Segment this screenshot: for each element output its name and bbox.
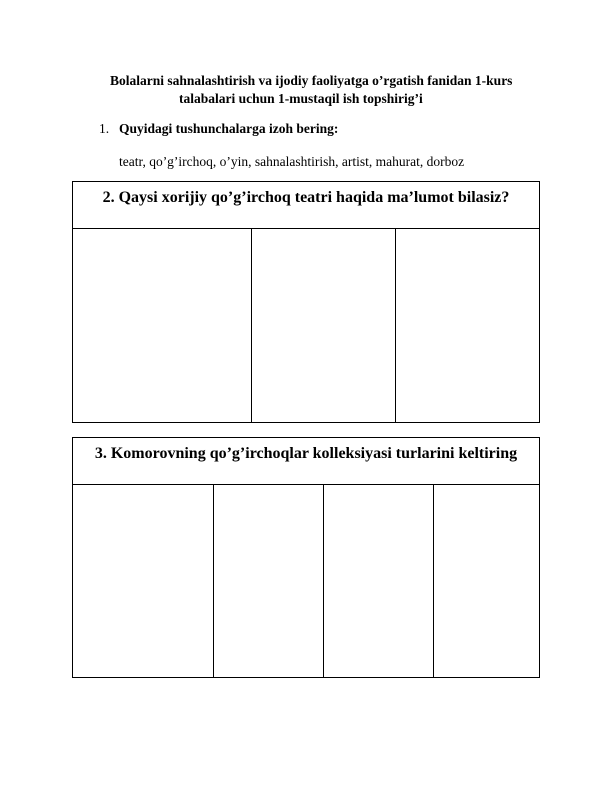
question-2-answer-cell-2[interactable] <box>252 229 395 423</box>
question-3-header-cell <box>73 438 540 485</box>
document-title-line-2: talabalari uchun 1-mustaqil ish topshirig’i <box>179 91 423 106</box>
question-2-header-cell <box>73 182 540 229</box>
question-3-table <box>72 437 540 678</box>
question-1-terms: teatr, qo’g’irchoq, o’yin, sahnalashtirish, artist, mahurat, dorboz <box>119 154 465 169</box>
question-2-answer-cell-1[interactable] <box>73 229 252 423</box>
document-title-line-1: Bolalarni sahnalashtirish va ijodiy faoliyatga o’rgatish fanidan 1-kurs <box>110 73 513 88</box>
question-2-table <box>72 181 540 423</box>
question-3-answer-cell-2[interactable] <box>213 485 324 678</box>
question-3-answer-cell-3[interactable] <box>324 485 434 678</box>
question-2-text: 2. Qaysi xorijiy qo’g’irchoq teatri haqida ma’lumot bilasiz? <box>102 189 510 206</box>
question-3-answer-cell-1[interactable] <box>73 485 214 678</box>
question-3-text: 3. Komorovning qo’g’irchoqlar kolleksiyasi turlarini keltiring <box>94 445 518 462</box>
question-1-number: 1. <box>99 121 110 136</box>
question-3-answer-cell-4[interactable] <box>434 485 540 678</box>
question-1-text: Quyidagi tushunchalarga izoh bering: <box>119 121 339 136</box>
question-2-answer-cell-3[interactable] <box>395 229 539 423</box>
question-1 <box>99 120 338 137</box>
